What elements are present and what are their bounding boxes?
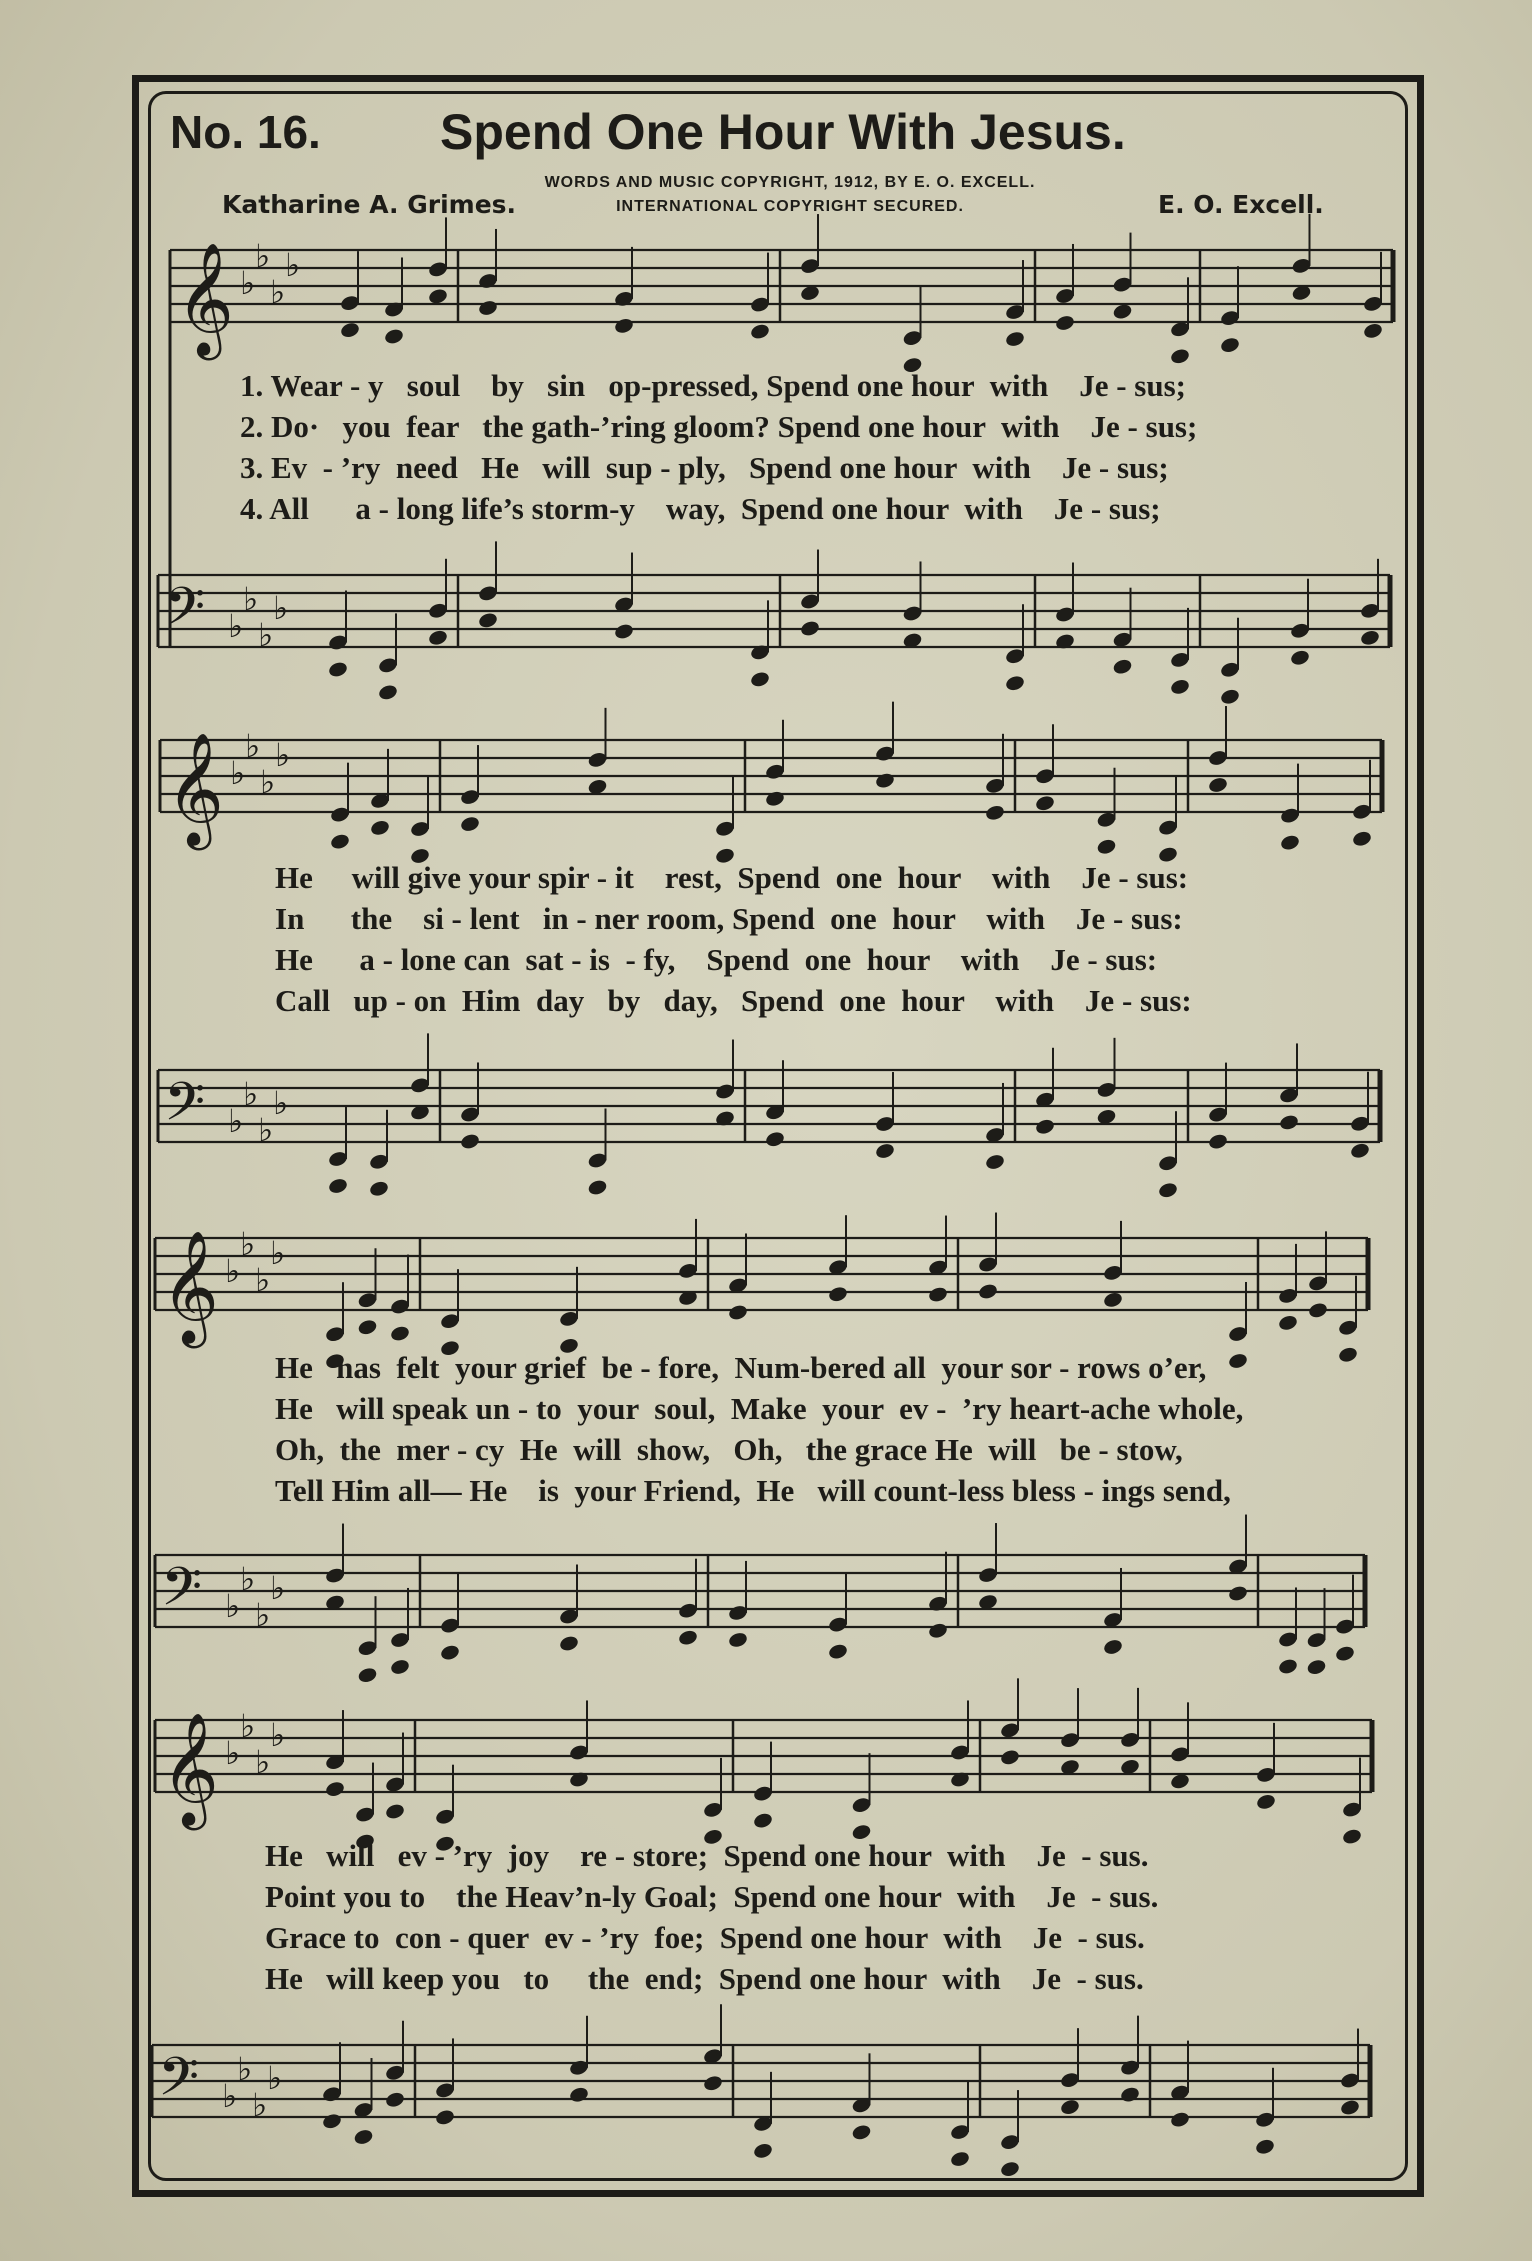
- lyric-line: He will ev - ’ry joy re - store; Spend one hour with Je - sus.: [265, 1838, 1149, 1873]
- note-head: [1207, 1132, 1228, 1150]
- note-head: [1059, 2098, 1080, 2116]
- bass-clef: 𝄢: [164, 577, 206, 651]
- flat-sign: ♭: [252, 2086, 268, 2124]
- note-head: [383, 327, 404, 345]
- note-head: [389, 1324, 410, 1342]
- note-head: [874, 1142, 895, 1160]
- bass-clef: 𝄢: [161, 1557, 203, 1631]
- note-head: [727, 1303, 748, 1321]
- note-head: [384, 2091, 405, 2109]
- note-head: [1219, 336, 1240, 354]
- copyright-line-1: WORDS AND MUSIC COPYRIGHT, 1912, BY E. O. EXCELL.: [544, 174, 1036, 191]
- note-head: [827, 1642, 848, 1660]
- note-head: [1359, 629, 1380, 647]
- flat-sign: ♭: [240, 1560, 256, 1598]
- note-head: [427, 629, 448, 647]
- note-head: [752, 2142, 773, 2160]
- flat-sign: ♭: [240, 1707, 256, 1745]
- flat-sign: ♭: [255, 1261, 271, 1299]
- note-head: [827, 1285, 848, 1303]
- note-head: [327, 660, 348, 678]
- note-head: [321, 2112, 342, 2130]
- lyric-line: 3. Ev - ’ry need He will sup - ply, Spend one hour with Je - sus;: [240, 450, 1169, 485]
- treble-clef: 𝄞: [161, 1712, 219, 1826]
- note-head: [1119, 2085, 1140, 2103]
- note-head: [1054, 314, 1075, 332]
- note-head: [1096, 838, 1117, 856]
- note-head: [327, 1177, 348, 1195]
- note-head: [613, 622, 634, 640]
- hymn-number: No. 16.: [170, 106, 321, 158]
- flat-sign: ♭: [255, 1743, 271, 1781]
- note-head: [927, 1622, 948, 1640]
- note-head: [1349, 1142, 1370, 1160]
- note-head: [1169, 2110, 1190, 2128]
- note-head: [949, 2150, 970, 2168]
- note-head: [384, 1802, 405, 1820]
- flat-sign: ♭: [237, 2050, 253, 2088]
- note-head: [752, 1811, 773, 1829]
- composer-credit: E. O. Excell.: [1158, 190, 1324, 219]
- note-head: [702, 2074, 723, 2092]
- note-head: [477, 611, 498, 629]
- lyric-line: Call up - on Him day by day, Spend one hour with Je - sus:: [275, 983, 1192, 1018]
- note-head: [1341, 1827, 1362, 1845]
- note-head: [1004, 674, 1025, 692]
- note-head: [927, 1285, 948, 1303]
- note-head: [587, 1178, 608, 1196]
- lyric-line: 4. All a - long life’s storm-y way, Spend one hour with Je - sus;: [240, 491, 1161, 526]
- note-head: [459, 1132, 480, 1150]
- lyric-line: 1. Wear - y soul by sin op-pressed, Spend one hour with Je - sus;: [240, 368, 1186, 403]
- note-head: [368, 1180, 389, 1198]
- note-head: [1254, 2138, 1275, 2156]
- note-head: [1277, 1314, 1298, 1332]
- note-head: [1339, 2098, 1360, 2116]
- note-head: [1169, 347, 1190, 365]
- flat-sign: ♭: [258, 616, 274, 654]
- lyric-line: He will give your spir - it rest, Spend one hour with Je - sus:: [275, 860, 1189, 895]
- flat-sign: ♭: [255, 1596, 271, 1634]
- note-head: [1334, 1644, 1355, 1662]
- note-head: [1102, 1638, 1123, 1656]
- note-head: [749, 670, 770, 688]
- note-head: [1307, 1301, 1328, 1319]
- flat-sign: ♭: [243, 580, 259, 618]
- note-head: [984, 804, 1005, 822]
- note-head: [1255, 1793, 1276, 1811]
- flat-sign: ♭: [285, 246, 301, 284]
- note-head: [1034, 1118, 1055, 1136]
- note-head: [369, 819, 390, 837]
- flat-sign: ♭: [258, 1111, 274, 1149]
- note-head: [1219, 688, 1240, 706]
- note-head: [477, 299, 498, 317]
- flat-sign: ♭: [270, 1569, 286, 1607]
- note-head: [749, 322, 770, 340]
- note-head: [1227, 1352, 1248, 1370]
- note-head: [1337, 1346, 1358, 1364]
- flat-sign: ♭: [228, 1102, 244, 1140]
- note-head: [1227, 1584, 1248, 1602]
- treble-clef: 𝄞: [166, 732, 224, 846]
- flat-sign: ♭: [240, 264, 256, 302]
- note-head: [1362, 322, 1383, 340]
- lyric-line: Point you to the Heav’n-ly Goal; Spend one hour with Je - sus.: [265, 1879, 1159, 1914]
- note-head: [1112, 302, 1133, 320]
- flat-sign: ♭: [225, 1734, 241, 1772]
- flat-sign: ♭: [270, 1234, 286, 1272]
- lyric-line: Oh, the mer - cy He will show, Oh, the grace He will be - stow,: [275, 1432, 1183, 1467]
- lyric-line: He will speak un - to your soul, Make your ev - ’ry heart-ache whole,: [275, 1391, 1244, 1426]
- note-head: [1034, 794, 1055, 812]
- copyright-line-2: INTERNATIONAL COPYRIGHT SECURED.: [616, 198, 964, 215]
- note-head: [1169, 678, 1190, 696]
- note-head: [1277, 1657, 1298, 1675]
- note-head: [427, 287, 448, 305]
- bass-clef: 𝄢: [164, 1072, 206, 1146]
- note-head: [613, 317, 634, 335]
- lyric-line: He has felt your grief be - fore, Num-bered all your sor - rows o’er,: [275, 1350, 1207, 1385]
- bass-clef: 𝄢: [158, 2047, 200, 2121]
- note-head: [799, 619, 820, 637]
- note-head: [764, 1130, 785, 1148]
- lyric-line: He a - lone can sat - is - fy, Spend one hour with Je - sus:: [275, 942, 1158, 977]
- note-head: [977, 1282, 998, 1300]
- note-head: [389, 1658, 410, 1676]
- hymn-title: Spend One Hour With Jesus.: [440, 104, 1126, 160]
- flat-sign: ♭: [273, 589, 289, 627]
- flat-sign: ♭: [222, 2077, 238, 2115]
- note-head: [357, 1318, 378, 1336]
- note-head: [999, 2160, 1020, 2178]
- note-head: [999, 1748, 1020, 1766]
- flat-sign: ♭: [270, 273, 286, 311]
- note-head: [439, 1643, 460, 1661]
- note-head: [1102, 1291, 1123, 1309]
- flat-sign: ♭: [245, 727, 261, 765]
- flat-sign: ♭: [240, 1225, 256, 1263]
- treble-clef: 𝄞: [176, 242, 234, 356]
- note-head: [353, 2128, 374, 2146]
- note-head: [677, 1629, 698, 1647]
- lyric-line: He will keep you to the end; Spend one hour with Je - sus.: [265, 1961, 1144, 1996]
- flat-sign: ♭: [273, 1084, 289, 1122]
- note-head: [377, 683, 398, 701]
- lyric-line: 2. Do· you fear the gath-’ring gloom? Spend one hour with Je - sus;: [240, 409, 1198, 444]
- flat-sign: ♭: [230, 754, 246, 792]
- flat-sign: ♭: [243, 1075, 259, 1113]
- note-head: [434, 2108, 455, 2126]
- note-head: [459, 815, 480, 833]
- note-head: [1351, 830, 1372, 848]
- note-head: [1278, 1113, 1299, 1131]
- lyric-line: Tell Him all— He is your Friend, He will count-less bless - ings send,: [275, 1473, 1231, 1508]
- note-head: [339, 321, 360, 339]
- note-head: [558, 1634, 579, 1652]
- note-head: [1157, 1181, 1178, 1199]
- note-head: [1289, 649, 1310, 667]
- note-head: [329, 832, 350, 850]
- note-head: [1207, 776, 1228, 794]
- note-head: [727, 1631, 748, 1649]
- note-head: [568, 2086, 589, 2104]
- treble-clef: 𝄞: [161, 1230, 219, 1344]
- note-head: [324, 1780, 345, 1798]
- flat-sign: ♭: [225, 1252, 241, 1290]
- flat-sign: ♭: [275, 736, 291, 774]
- note-head: [764, 790, 785, 808]
- note-head: [1004, 330, 1025, 348]
- note-head: [357, 1666, 378, 1684]
- flat-sign: ♭: [225, 1587, 241, 1625]
- lyric-line: Grace to con - quer ev - ’ry foe; Spend one hour with Je - sus.: [265, 1920, 1145, 1955]
- flat-sign: ♭: [267, 2059, 283, 2097]
- note-head: [1279, 833, 1300, 851]
- note-head: [851, 2123, 872, 2141]
- note-head: [1112, 658, 1133, 676]
- lyric-line: In the si - lent in - ner room, Spend one hour with Je - sus:: [275, 901, 1183, 936]
- flat-sign: ♭: [270, 1716, 286, 1754]
- flat-sign: ♭: [260, 763, 276, 801]
- note-head: [874, 771, 895, 789]
- author-credit: Katharine A. Grimes.: [222, 190, 517, 219]
- note-head: [984, 1153, 1005, 1171]
- flat-sign: ♭: [255, 237, 271, 275]
- flat-sign: ♭: [228, 607, 244, 645]
- note-head: [1306, 1658, 1327, 1676]
